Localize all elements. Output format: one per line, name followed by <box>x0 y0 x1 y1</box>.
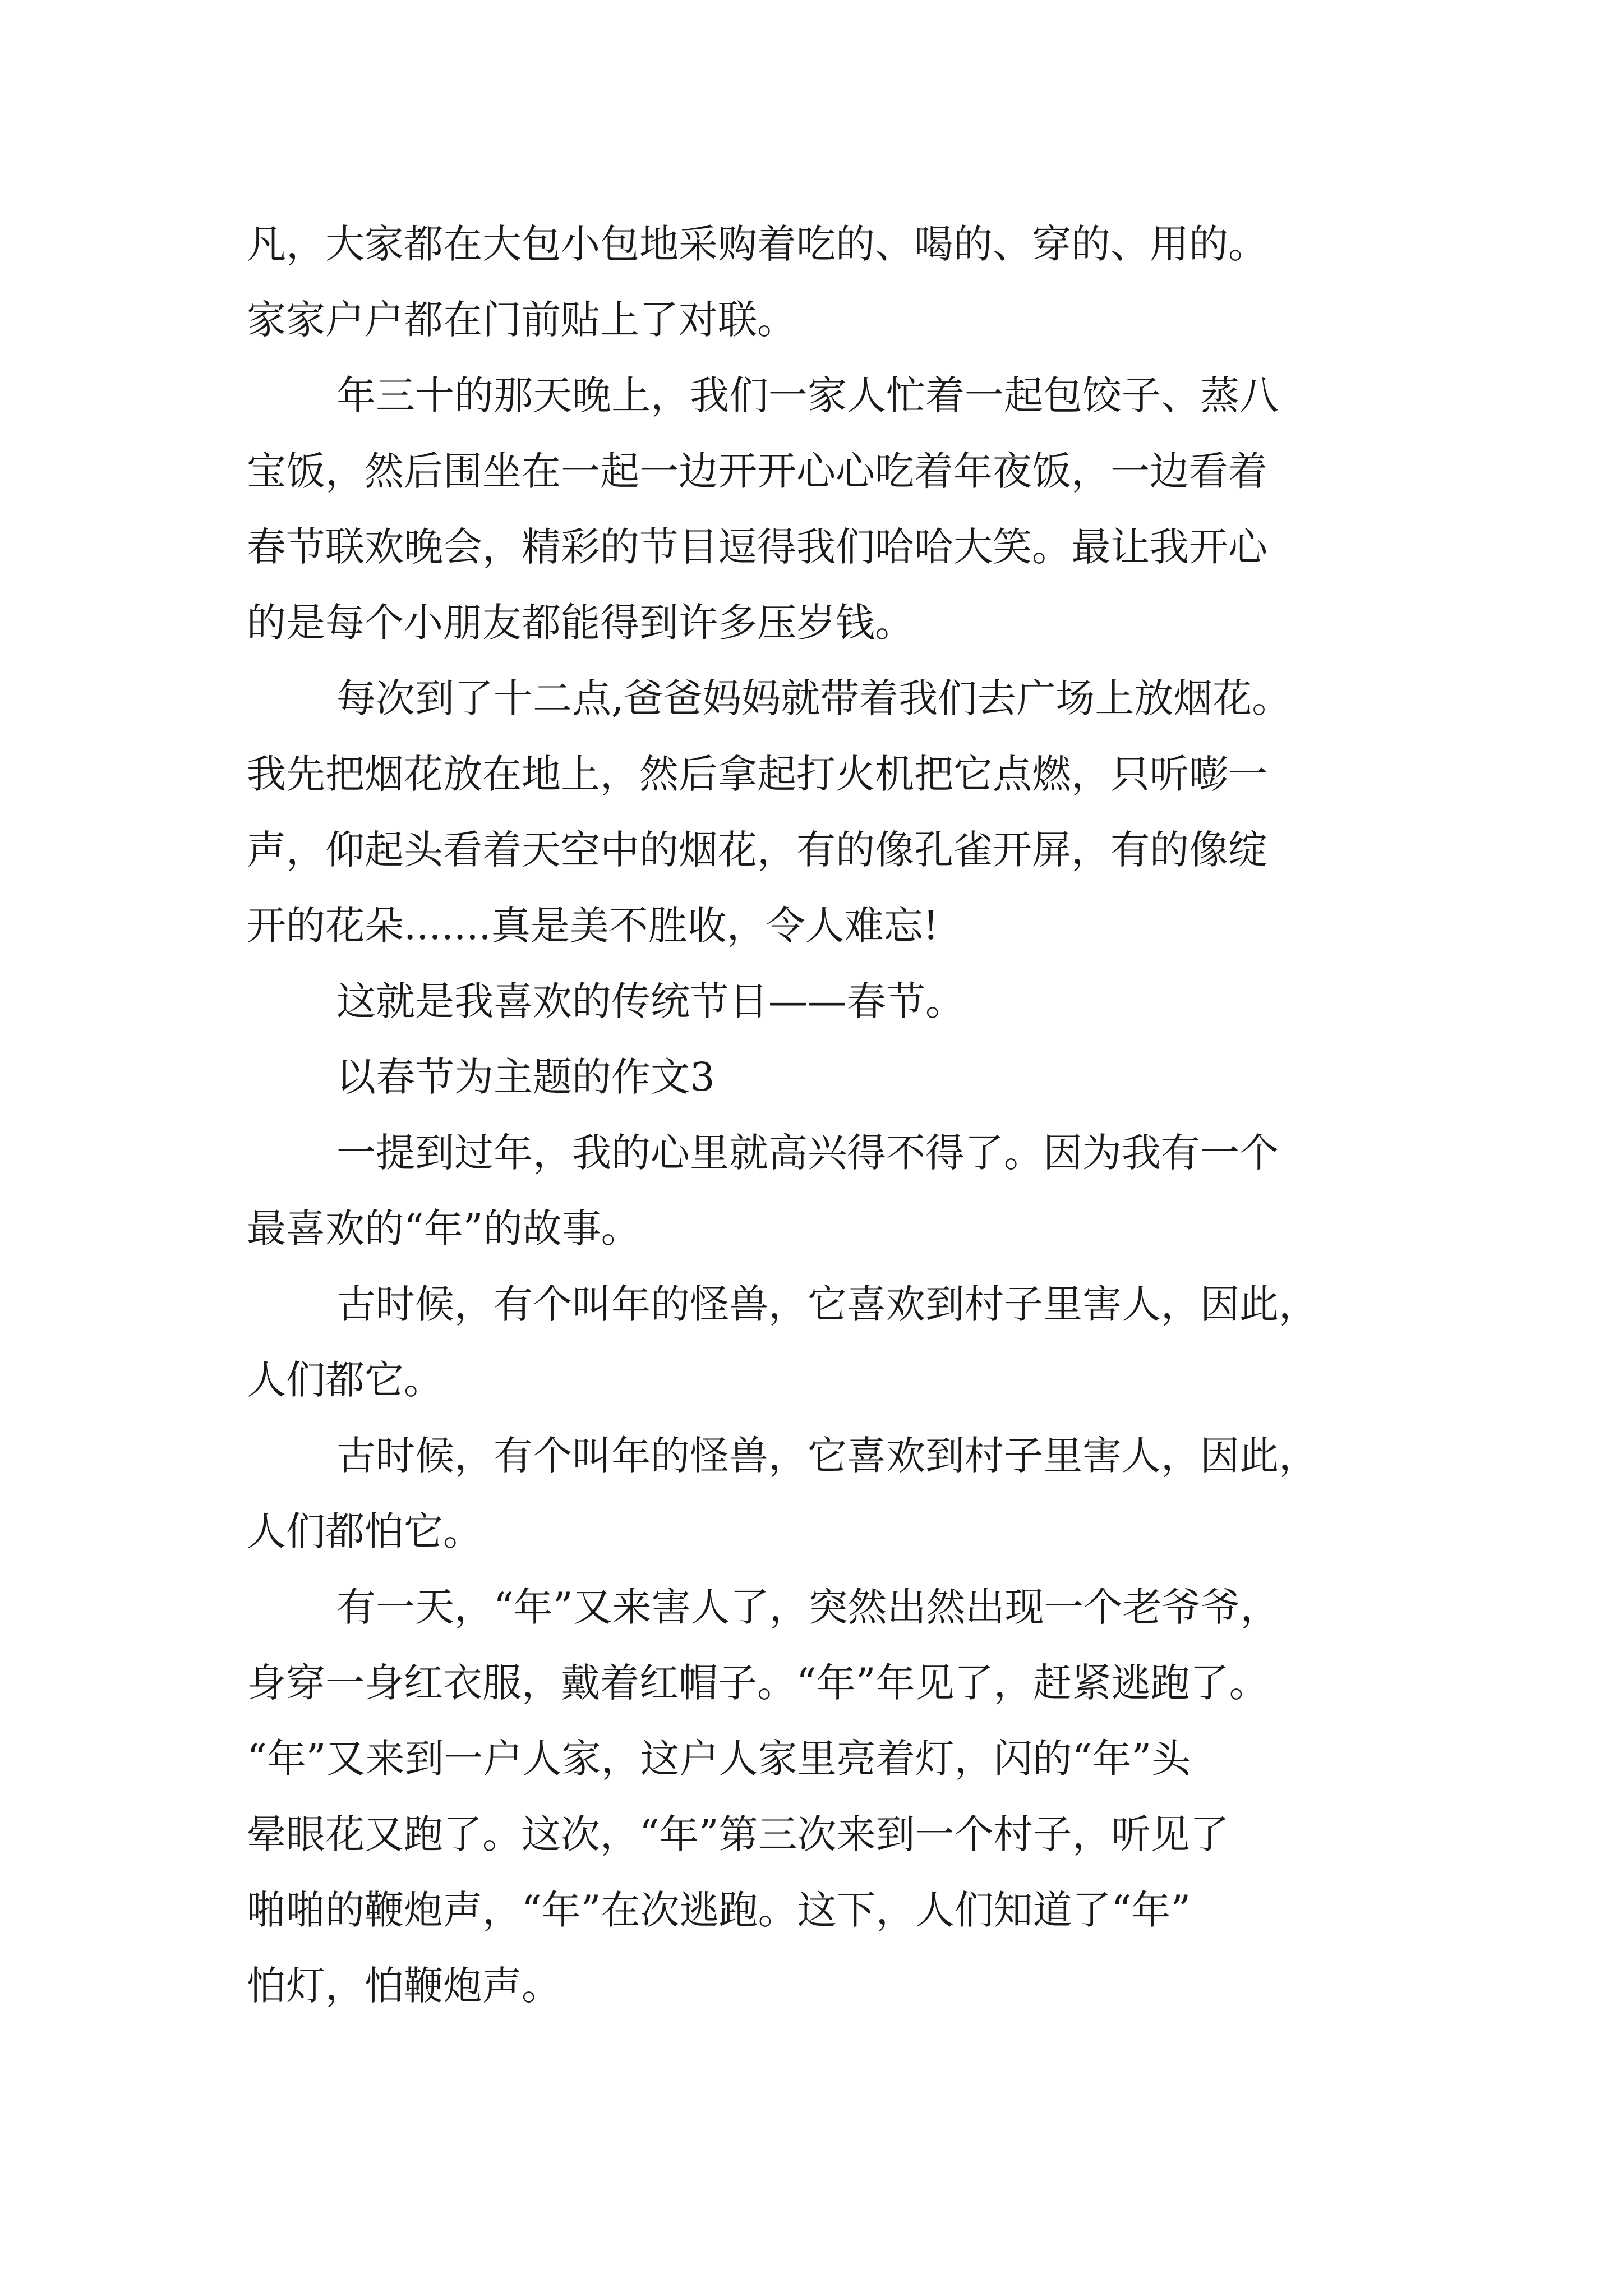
text-line: 开的花朵.......真是美不胜收，令人难忘! <box>247 903 939 949</box>
text-line: 人们都怕它。 <box>247 1508 482 1554</box>
text-line: 声，仰起头看着天空中的烟花，有的像孔雀开屏，有的像绽 <box>247 827 1267 873</box>
text-line: 啪啪的鞭炮声，“年”在次逃跑。这下，人们知道了“年” <box>247 1887 1191 1933</box>
text-line: 凡，大家都在大包小包地采购着吃的、喝的、穿的、用的。 <box>247 221 1267 267</box>
text-line: 我先把烟花放在地上，然后拿起打火机把它点燃，只听嘭一 <box>247 751 1267 797</box>
text-line: 的是每个小朋友都能得到许多压岁钱。 <box>247 600 914 646</box>
text-line: 宝饭，然后围坐在一起一边开开心心吃着年夜饭，一边看着 <box>247 448 1267 494</box>
text-line: 晕眼花又跑了。这次，“年”第三次来到一个村子，听见了 <box>247 1811 1229 1857</box>
text-line: 每次到了十二点,爸爸妈妈就带着我们去广场上放烟花。 <box>336 675 1292 721</box>
text-line: 一提到过年，我的心里就高兴得不得了。因为我有一个 <box>336 1130 1279 1176</box>
text-line: 最喜欢的“年”的故事。 <box>247 1205 640 1251</box>
text-line: 家家户户都在门前贴上了对联。 <box>247 297 796 343</box>
text-line: 有一天，“年”又来害人了，突然出然出现一个老爷爷， <box>336 1584 1280 1630</box>
text-line: 人们都它。 <box>247 1357 443 1403</box>
text-line: 春节联欢晚会，精彩的节目逗得我们哈哈大笑。最让我开心 <box>247 524 1267 570</box>
text-line: 怕灯，怕鞭炮声。 <box>247 1963 561 2009</box>
text-line: 年三十的那天晚上，我们一家人忙着一起包饺子、蒸八 <box>336 372 1279 418</box>
text-line: 古时候，有个叫年的怪兽，它喜欢到村子里害人，因此， <box>336 1281 1318 1327</box>
section-heading: 以春节为主题的作文3 <box>336 1054 715 1100</box>
text-line: 古时候，有个叫年的怪兽，它喜欢到村子里害人，因此， <box>336 1433 1318 1479</box>
text-line: 这就是我喜欢的传统节日——春节。 <box>336 978 965 1024</box>
text-line: “年”又来到一户人家，这户人家里亮着灯，闪的“年”头 <box>247 1736 1191 1782</box>
text-line: 身穿一身红衣服，戴着红帽子。“年”年见了，赶紧逃跑了。 <box>247 1660 1269 1706</box>
